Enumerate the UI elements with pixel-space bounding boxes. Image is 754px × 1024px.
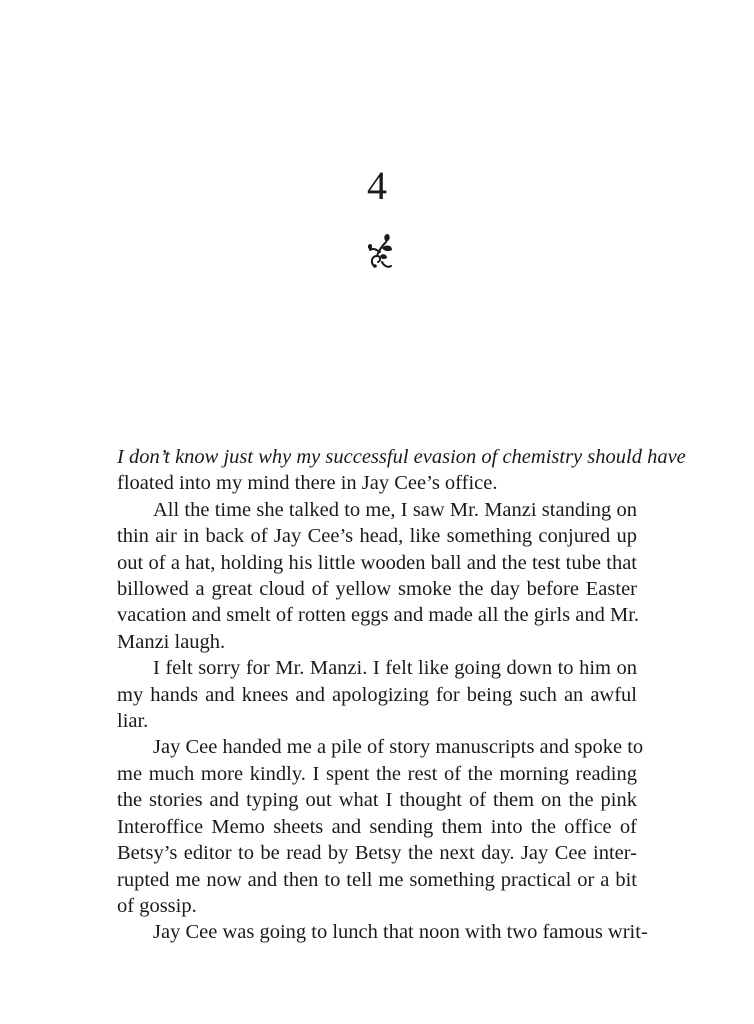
text-line: me much more kindly. I spent the rest of the morning reading xyxy=(117,762,637,785)
text-line: floated into my mind there in Jay Cee’s office. xyxy=(117,472,498,495)
text-line: the stories and typing out what I thought of them on the pink xyxy=(117,789,637,812)
text-line: I don’t know just why my successful evasion of chemistry should have xyxy=(117,446,686,468)
text-line: Manzi laugh. xyxy=(117,630,226,653)
text-line: Betsy’s editor to be read by Betsy the next day. Jay Cee inter- xyxy=(117,842,637,865)
text-line: Interoffice Memo sheets and sending them into the office of xyxy=(117,815,637,838)
text-line: liar. xyxy=(117,710,149,733)
chapter-number: 4 xyxy=(367,163,387,208)
text-line: my hands and knees and apologizing for being such an awful xyxy=(117,683,637,706)
text-line: I felt sorry for Mr. Manzi. I felt like going down to him on xyxy=(153,657,637,680)
text-line: All the time she talked to me, I saw Mr. Manzi standing on xyxy=(153,498,637,521)
text-line: billowed a great cloud of yellow smoke the day before Easter xyxy=(117,578,637,601)
text-line: of gossip. xyxy=(117,894,197,917)
text-line: rupted me now and then to tell me something practical or a bit xyxy=(117,868,637,891)
text-line: Jay Cee was going to lunch that noon with two famous writ- xyxy=(153,921,648,944)
text-line: out of a hat, holding his little wooden ball and the test tube that xyxy=(117,551,637,574)
text-line: thin air in back of Jay Cee’s head, like something conjured up xyxy=(117,525,637,548)
fleuron-ornament-icon xyxy=(366,232,394,272)
body-text xyxy=(117,444,686,946)
text-line: vacation and smelt of rotten eggs and made all the girls and Mr. xyxy=(117,604,640,627)
text-line: Jay Cee handed me a pile of story manuscripts and spoke to xyxy=(153,736,644,759)
